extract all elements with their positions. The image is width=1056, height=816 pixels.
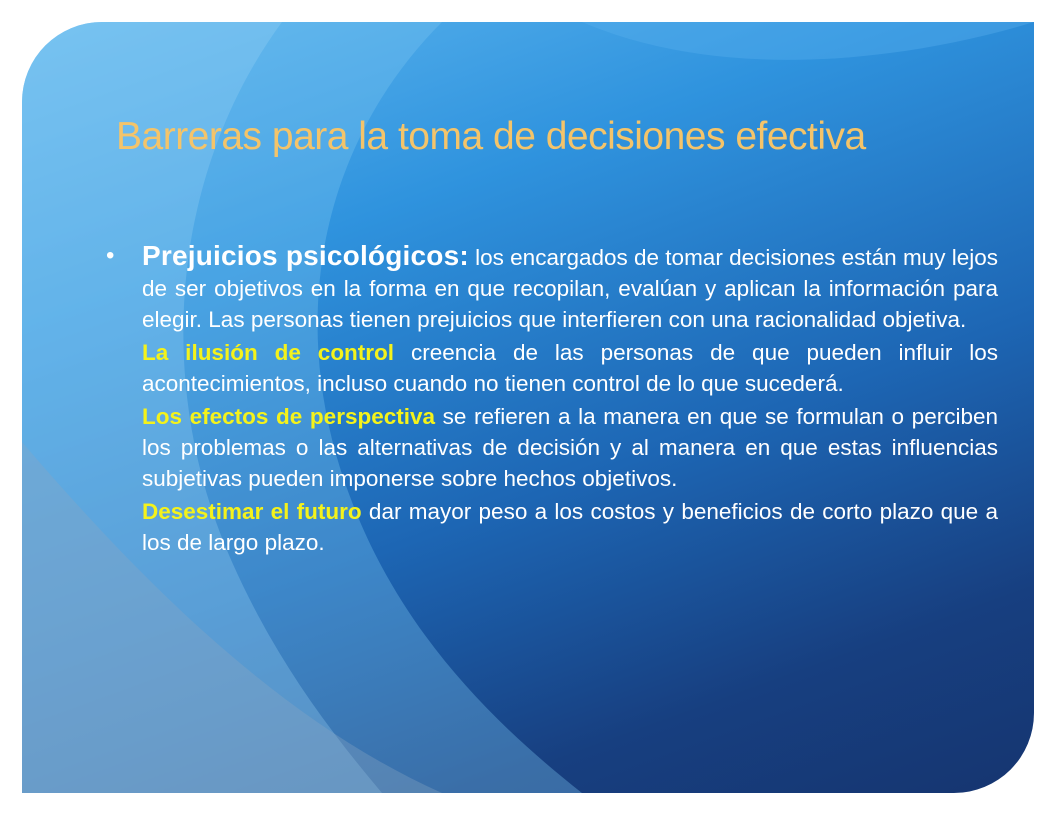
slide-background [22, 22, 1034, 793]
bullet-marker: • [106, 242, 115, 269]
highlight-term: La ilusión de control [142, 340, 395, 365]
highlight-term: Los efectos de perspectiva [142, 404, 435, 429]
bullet-term: Prejuicios psicológicos: [142, 240, 469, 271]
paragraph-desestimar-futuro [106, 496, 998, 558]
paragraph-text: se refieren a la manera en que se formulan o perciben los problemas o las alternativas de decisión y al manera en que estas influencias subjetivas pueden imponerse sobre hechos objetivos. [142, 404, 998, 491]
paragraph-text: creencia de las personas de que pueden influir los acontecimientos, incluso cuando no tienen control de lo que sucederá. [142, 340, 998, 396]
highlight-term: Desestimar el futuro [142, 499, 362, 524]
slide-title: Barreras para la toma de decisiones efectiva [116, 115, 866, 158]
bullet-text: los encargados de tomar decisiones están muy lejos de ser objetivos en la forma en que recopilan, evalúan y aplican la información para elegir. Las personas tienen prejuicios que interfieren con una racionalidad objetiva. [142, 245, 998, 332]
paragraph-ilusion-control [106, 337, 998, 399]
bullet-item [106, 240, 998, 335]
paragraph-text: dar mayor peso a los costos y beneficios de corto plazo que a los de largo plazo. [142, 499, 998, 555]
paragraph-efectos-perspectiva [106, 401, 998, 494]
slide-body [106, 240, 998, 558]
